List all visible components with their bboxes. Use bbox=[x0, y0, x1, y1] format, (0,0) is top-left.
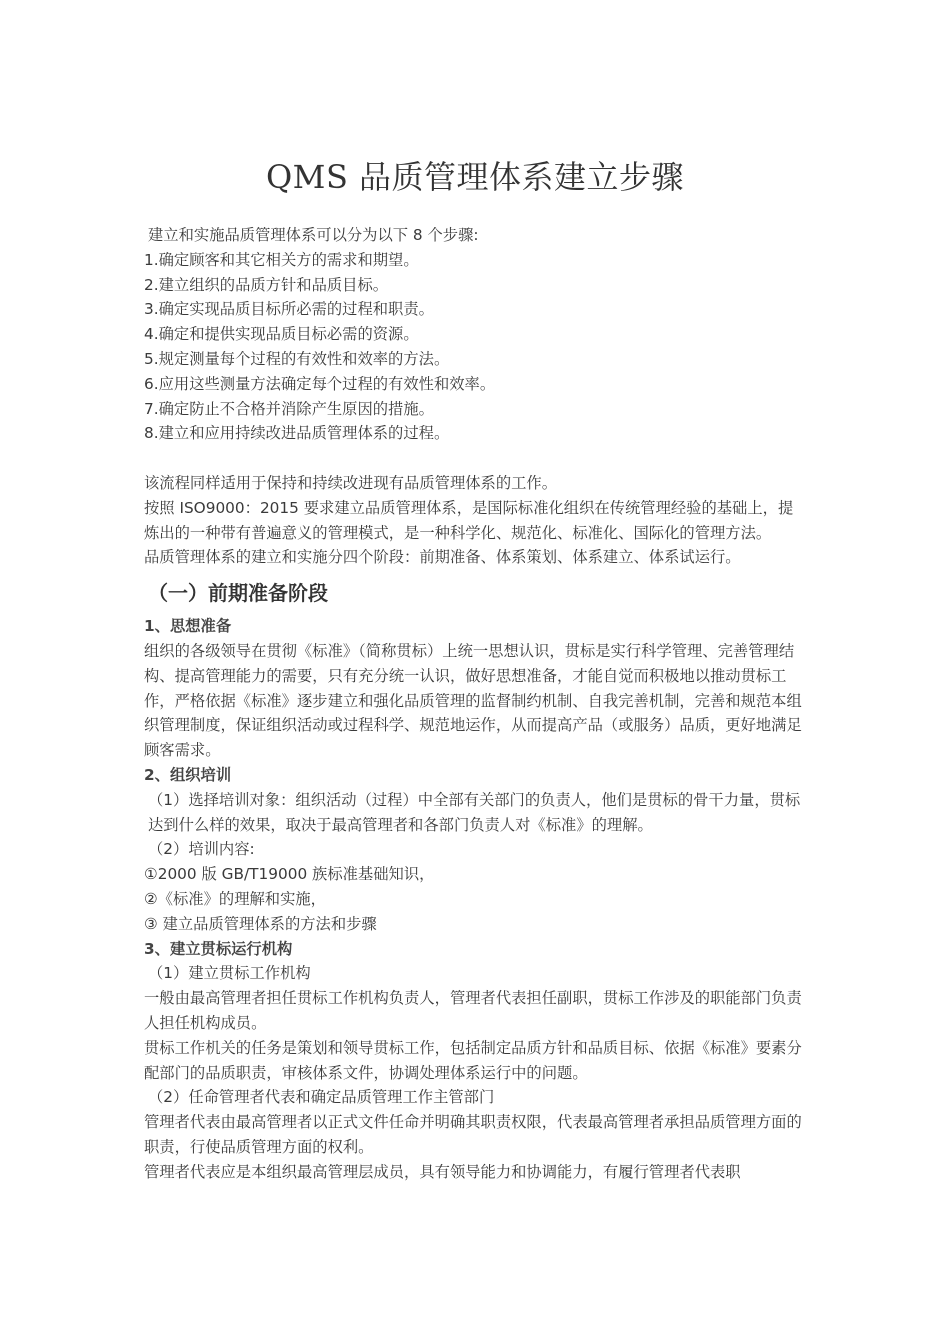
section-heading: （一）前期准备阶段 bbox=[148, 581, 328, 606]
training-targets: （1）选择培训对象：组织活动（过程）中全部有关部门的负责人，他们是贯标的骨干力量，贯标达到什么样的效果，取决于最高管理者和各部门负责人对《标准》的理解。 bbox=[148, 790, 801, 834]
rep-appointment-text: 管理者代表由最高管理者以正式文件任命并明确其职责权限，代表最高管理者承担品质管理方面的职责，行使品质管理方面的权利。 bbox=[144, 1113, 802, 1156]
page-title: QMS 品质管理体系建立步骤 bbox=[265, 158, 685, 196]
document-body bbox=[144, 223, 804, 1184]
blank-line bbox=[144, 446, 804, 471]
org-setup-text: 一般由最高管理者担任贯标工作机构负责人，管理者代表担任副职，贯标工作涉及的职能部门负责人担任机构成员。 bbox=[144, 989, 802, 1032]
iso-paragraph: 按照 ISO9000：2015 要求建立品质管理体系，是国际标准化组织在传统管理经验的基础上，提炼出的一种带有普遍意义的管理模式，是一种科学化、规范化、标准化、国际化的管理方法。 bbox=[144, 498, 794, 542]
step-item-4: 4.确定和提供实现品质目标必需的资源。 bbox=[144, 325, 419, 344]
training-content-item-2: ②《标准》的理解和实施， bbox=[144, 889, 326, 908]
subsection-title-1: 1、思想准备 bbox=[144, 617, 232, 636]
subsection-text-1: 组织的各级领导在贯彻《标准》（简称贯标）上统一思想认识，贯标是实行科学管理、完善管理结构、提高管理能力的需要，只有充分统一认识，做好思想准备，才能自觉而积极地以推动贯标工作，严格依据《标准》逐步建立和强化品质管理的监督制约机制、自我完善机制，完善和规范本组织管理制度，保证组织活动或过程科学、规范地运作，从而提高产品（或服务）品质，更好地满足顾客需求。 bbox=[144, 641, 802, 760]
step-item-1: 1.确定顾客和其它相关方的需求和期望。 bbox=[144, 250, 419, 269]
step-item-6: 6.应用这些测量方法确定每个过程的有效性和效率。 bbox=[144, 374, 496, 393]
step-item-3: 3.确定实现品质目标所必需的过程和职责。 bbox=[144, 300, 434, 319]
training-content-item-1: ①2000 版 GB/T19000 族标准基础知识， bbox=[144, 865, 435, 884]
training-content-label: （2）培训内容: bbox=[148, 840, 255, 859]
org-tasks-text: 贯标工作机关的任务是策划和领导贯标工作，包括制定品质方针和品质目标、依据《标准》要素分配部门的品质职责，审核体系文件，协调处理体系运行中的问题。 bbox=[144, 1038, 802, 1082]
intro-text: 建立和实施品质管理体系可以分为以下 8 个步骤: bbox=[148, 226, 479, 244]
training-content-item-3: ③ 建立品质管理体系的方法和步骤 bbox=[144, 914, 377, 933]
rep-requirement-text: 管理者代表应是本组织最高管理层成员，具有领导能力和协调能力，有履行管理者代表职 bbox=[144, 1162, 741, 1181]
rep-appointment-label: （2）任命管理者代表和确定品质管理工作主管部门 bbox=[148, 1088, 495, 1107]
stages-paragraph: 品质管理体系的建立和实施分四个阶段：前期准备、体系策划、体系建立、体系试运行。 bbox=[144, 548, 741, 567]
step-item-2: 2.建立组织的品质方针和品质目标。 bbox=[144, 275, 389, 294]
step-item-8: 8.建立和应用持续改进品质管理体系的过程。 bbox=[144, 424, 450, 443]
subsection-title-2: 2、组织培训 bbox=[144, 765, 232, 784]
flow-paragraph: 该流程同样适用于保持和持续改进现有品质管理体系的工作。 bbox=[144, 473, 558, 492]
org-setup-label: （1）建立贯标工作机构 bbox=[148, 964, 311, 983]
step-item-7: 7.确定防止不合格并消除产生原因的措施。 bbox=[144, 399, 434, 418]
step-item-5: 5.规定测量每个过程的有效性和效率的方法。 bbox=[144, 349, 450, 368]
subsection-title-3: 3、建立贯标运行机构 bbox=[144, 939, 293, 958]
